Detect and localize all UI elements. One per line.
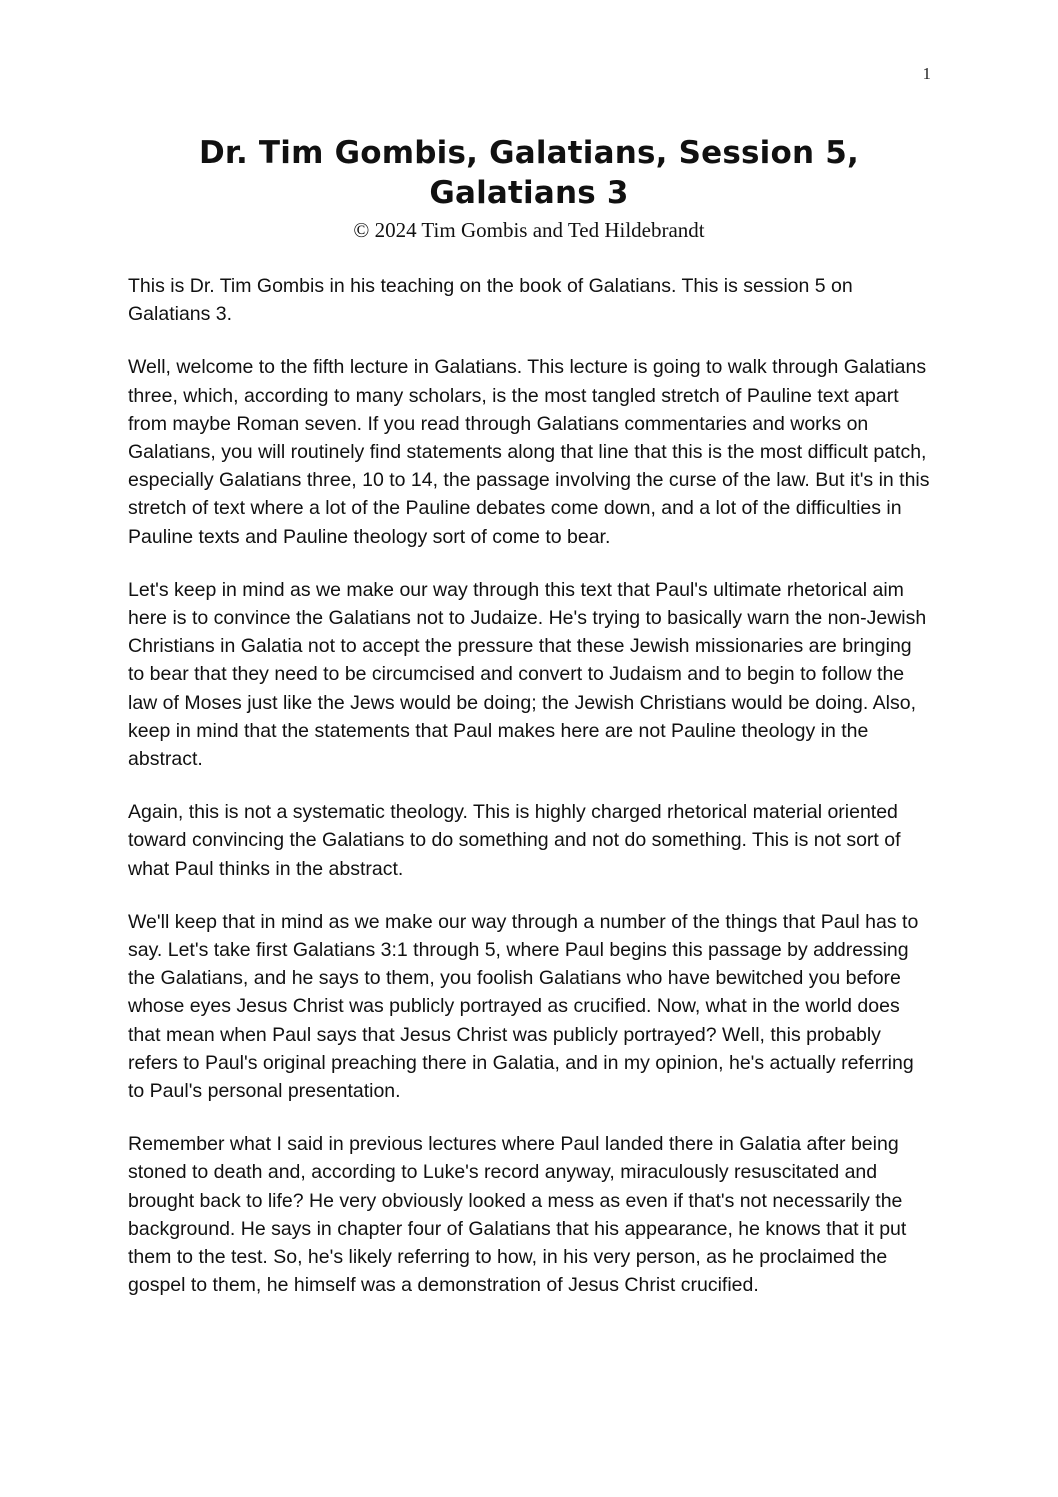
copyright-notice: © 2024 Tim Gombis and Ted Hildebrandt bbox=[353, 218, 705, 242]
paragraph-not-systematic: Again, this is not a systematic theology. This is highly charged rhetorical material oriented toward convincing the Galatians to do something and not do something. This is not sort of what Paul thinks in the abstract. bbox=[128, 801, 901, 880]
page-number: 1 bbox=[922, 64, 931, 83]
title-block bbox=[0, 133, 1058, 243]
document-title-line-2: Galatians 3 bbox=[429, 175, 629, 211]
paragraph-galatians-3-1-5: We'll keep that in mind as we make our way through a number of the things that Paul has to say. Let's take first Galatians 3:1 through 5, where Paul begins this passage by addressing the Galatians, and he says to them, you foolish Galatians who have bewitched you before whose eyes Jesus Christ was publicly portrayed as crucified. Now, what in the world does that mean when Paul says that Jesus Christ was publicly portrayed? Well, this probably refers to Paul's original preaching there in Galatia, and in my opinion, he's actually referring to Paul's personal presentation. bbox=[128, 910, 919, 1103]
paragraph-previous-lectures: Remember what I said in previous lectures where Paul landed there in Galatia after being stoned to death and, according to Luke's record anyway, miraculously resuscitated and brought back to life? He very obviously looked a mess as even if that's not necessarily the background. He says in chapter four of Galatians that his appearance, he knows that it put them to the test. So, he's likely referring to how, in his very person, as he proclaimed the gospel to them, he himself was a demonstration of Jesus Christ crucified. bbox=[128, 1133, 907, 1297]
document-title-line-1: Dr. Tim Gombis, Galatians, Session 5, bbox=[198, 135, 860, 171]
document-body bbox=[128, 272, 930, 1325]
paragraph-intro: This is Dr. Tim Gombis in his teaching on the book of Galatians. This is session 5 on Galatians 3. bbox=[128, 275, 853, 326]
paragraph-rhetorical-aim: Let's keep in mind as we make our way through this text that Paul's ultimate rhetorical aim here is to convince the Galatians not to Judaize. He's trying to basically warn the non-Jewish Christians in Galatia not to accept the pressure that these Jewish missionaries are bringing to bear that they need to be circumcised and convert to Judaism and to begin to follow the law of Moses just like the Jews would be doing; the Jewish Christians would be doing. Also, keep in mind that the statements that Paul makes here are not Pauline theology in the abstract. bbox=[128, 578, 927, 771]
paragraph-welcome: Well, welcome to the fifth lecture in Galatians. This lecture is going to walk through Galatians three, which, according to many scholars, is the most tangled stretch of Pauline text apart from maybe Roman seven. If you read through Galatians commentaries and works on Galatians, you will routinely find statements along that line that this is the most difficult patch, especially Galatians three, 10 to 14, the passage involving the curse of the law. But it's in this stretch of text where a lot of the Pauline debates come down, and a lot of the difficulties in Pauline texts and Pauline theology sort of come to bear. bbox=[128, 356, 930, 548]
